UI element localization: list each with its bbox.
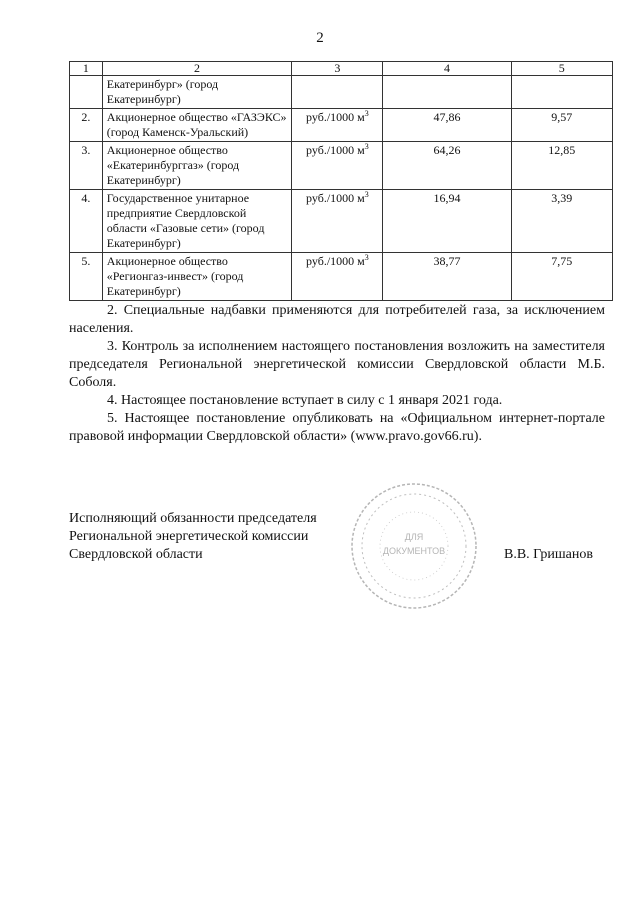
organization-name: Акционерное общество «Екатеринбурггаз» (город Екатеринбург) bbox=[102, 142, 292, 190]
surcharge-value-2: 12,85 bbox=[511, 142, 612, 190]
surcharge-value-2 bbox=[511, 76, 612, 109]
column-header: 3 bbox=[292, 62, 383, 76]
unit-label: руб./1000 м bbox=[306, 110, 365, 124]
unit-cell bbox=[292, 109, 383, 142]
surcharge-value-1: 16,94 bbox=[383, 190, 511, 253]
stamp-text: ДОКУМЕНТОВ bbox=[382, 546, 446, 556]
surcharge-value-2: 7,75 bbox=[511, 253, 612, 301]
unit-cell bbox=[292, 142, 383, 190]
surcharge-value-2: 3,39 bbox=[511, 190, 612, 253]
table-row bbox=[70, 253, 613, 301]
official-stamp bbox=[346, 478, 482, 614]
paragraph-effective-date: 4. Настоящее постановление вступает в силу с 1 января 2021 года. bbox=[107, 393, 503, 408]
paragraph-surcharges: 2. Специальные надбавки применяются для потребителей газа, за исключением населения. bbox=[69, 303, 605, 336]
body-text bbox=[69, 302, 605, 446]
organization-name: Государственное унитарное предприятие Свердловской области «Газовые сети» (город Екатеринбург) bbox=[102, 190, 292, 253]
organization-name: Акционерное общество «ГАЗЭКС» (город Каменск-Уральский) bbox=[102, 109, 292, 142]
stamp-text: ДЛЯ bbox=[404, 532, 424, 542]
signatory-position-line: Свердловской области bbox=[69, 547, 203, 562]
signatory-name: В.В. Гришанов bbox=[504, 547, 593, 562]
unit-superscript: 3 bbox=[364, 253, 369, 262]
column-header: 5 bbox=[511, 62, 612, 76]
row-number: 4. bbox=[70, 190, 103, 253]
unit-superscript: 3 bbox=[364, 190, 369, 199]
paragraph-publication: 5. Настоящее постановление опубликовать на «Официальном интернет-портале правовой информации Свердловской области» (www.pravo.gov66.ru). bbox=[69, 411, 605, 444]
stamp-seal-icon bbox=[346, 478, 482, 614]
unit-superscript: 3 bbox=[364, 109, 369, 118]
unit-cell bbox=[292, 253, 383, 301]
row-number: 3. bbox=[70, 142, 103, 190]
unit-superscript: 3 bbox=[364, 142, 369, 151]
table-row bbox=[70, 109, 613, 142]
unit-label: руб./1000 м bbox=[306, 143, 365, 157]
tariff-table bbox=[69, 61, 613, 301]
signatory-position bbox=[69, 510, 317, 564]
table-header-row bbox=[70, 62, 613, 76]
surcharge-value-1: 38,77 bbox=[383, 253, 511, 301]
unit-cell bbox=[292, 190, 383, 253]
signatory-position-line: Исполняющий обязанности председателя bbox=[69, 511, 317, 526]
row-number: 2. bbox=[70, 109, 103, 142]
unit-cell bbox=[292, 76, 383, 109]
unit-label: руб./1000 м bbox=[306, 254, 365, 268]
table-row bbox=[70, 76, 613, 109]
signatory-position-line: Региональной энергетической комиссии bbox=[69, 529, 309, 544]
table-row bbox=[70, 142, 613, 190]
page-number: 2 bbox=[316, 30, 324, 46]
organization-name: Акционерное общество «Регионгаз-инвест» (город Екатеринбург) bbox=[102, 253, 292, 301]
row-number: 5. bbox=[70, 253, 103, 301]
unit-label: руб./1000 м bbox=[306, 191, 365, 205]
surcharge-value-1: 47,86 bbox=[383, 109, 511, 142]
surcharge-value-1 bbox=[383, 76, 511, 109]
column-header: 4 bbox=[383, 62, 511, 76]
surcharge-value-1: 64,26 bbox=[383, 142, 511, 190]
surcharge-value-2: 9,57 bbox=[511, 109, 612, 142]
row-number bbox=[70, 76, 103, 109]
paragraph-control: 3. Контроль за исполнением настоящего постановления возложить на заместителя председателя Региональной энергетической комиссии Свердловской области М.Б. Соболя. bbox=[69, 339, 605, 390]
organization-name: Екатеринбург» (город Екатеринбург) bbox=[102, 76, 292, 109]
table-row bbox=[70, 190, 613, 253]
column-header: 2 bbox=[102, 62, 292, 76]
column-header: 1 bbox=[70, 62, 103, 76]
